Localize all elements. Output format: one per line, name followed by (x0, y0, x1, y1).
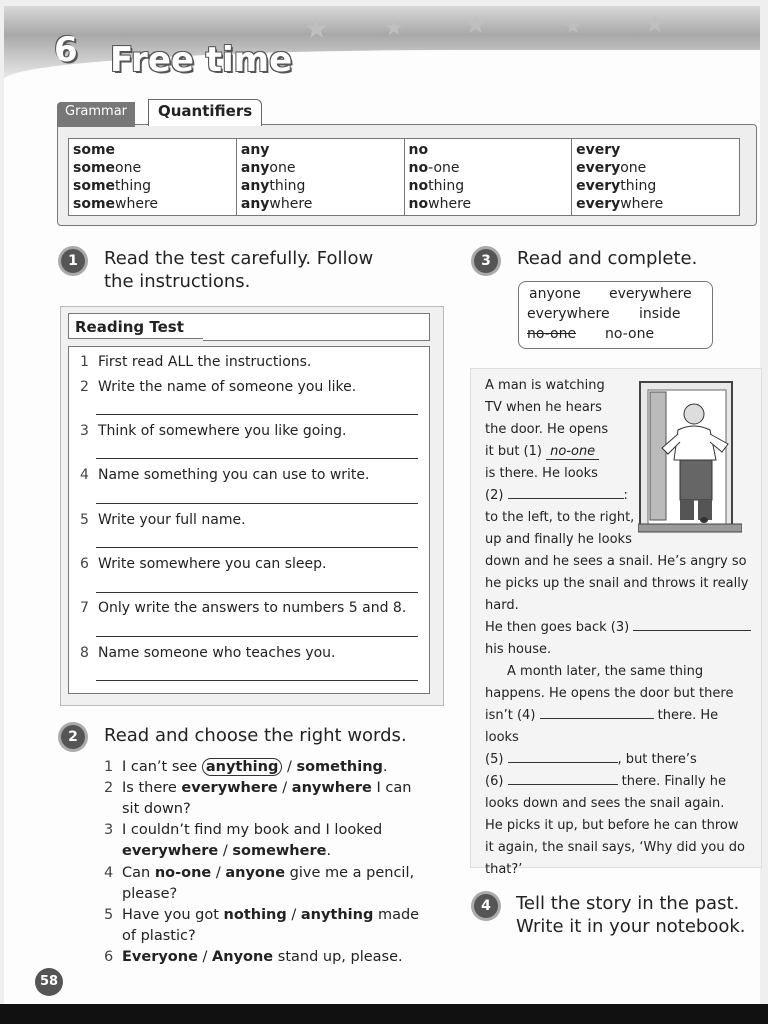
story-line: it but (1) (485, 444, 547, 459)
quantifier-stem: no (408, 160, 429, 176)
quantifier-column (236, 139, 404, 216)
choice-a[interactable]: everywhere (181, 780, 278, 796)
test-item (80, 354, 311, 370)
test-item (80, 600, 406, 616)
item-number: 1 (80, 354, 89, 370)
word-option: anyone (529, 286, 581, 302)
story-line: (5) (485, 752, 508, 767)
quantifier-stem: every (576, 142, 621, 158)
story-line: up and finally he looks (485, 532, 632, 547)
quantifier-stem: any (240, 178, 270, 194)
choice-item (104, 778, 424, 822)
story-line: : (623, 488, 628, 503)
item-text: Only write the answers to numbers 5 and 8. (98, 600, 407, 616)
quantifier-stem: no (408, 196, 429, 212)
item-number: 3 (80, 423, 89, 439)
answer-line[interactable] (96, 680, 418, 681)
quantifier-suffix: one (620, 160, 647, 176)
quantifier-stem: every (576, 178, 621, 194)
story-line: the door. He opens (485, 422, 609, 437)
answer-6-blank[interactable] (508, 772, 618, 785)
quantifier-suffix: where (428, 196, 472, 212)
choice-separator: / (218, 843, 233, 859)
quantifier-stem: some (73, 196, 116, 212)
item-text: Is there (122, 780, 182, 796)
item-number: 4 (80, 467, 89, 483)
story-line: his house. (485, 642, 552, 657)
story-line: happens. He opens the door but there (485, 686, 734, 701)
item-number: 7 (80, 600, 89, 616)
answer-2-blank[interactable] (508, 486, 624, 499)
word-box (518, 281, 713, 349)
answer-1-handwritten: no-one (546, 444, 599, 460)
quantifier-suffix: where (620, 196, 664, 212)
story-line: to the left, to the right, (485, 510, 635, 525)
item-number: 4 (104, 865, 114, 881)
quantifier-suffix: thing (269, 178, 306, 194)
choice-separator: / (211, 865, 226, 881)
exercise-1-instruction: Read the test carefully. Follow the instructions. (104, 248, 374, 292)
choice-b[interactable]: anywhere (291, 780, 372, 796)
answer-line[interactable] (96, 592, 418, 593)
item-text: Have you got (122, 907, 224, 923)
item-text: Name someone who teaches you. (98, 645, 336, 661)
answer-line[interactable] (96, 458, 418, 459)
item-number: 5 (104, 907, 114, 923)
exercise-2-badge: 2 (61, 725, 85, 749)
quantifier-stem: some (73, 142, 116, 158)
choice-a[interactable]: anything (202, 758, 283, 776)
story-line: looks down and sees the snail again. (485, 796, 725, 811)
story-line: he picks up the snail and throws it really (485, 576, 749, 591)
answer-3-blank[interactable] (633, 618, 751, 631)
grammar-tab: Grammar (57, 102, 135, 127)
choice-a[interactable]: no-one (154, 865, 212, 881)
test-item (80, 512, 246, 528)
story-line: down and he sees a snail. He’s angry so (485, 554, 747, 569)
quantifier-column (69, 139, 237, 216)
story-line: hard. (485, 598, 519, 613)
page-number: 58 (35, 968, 63, 996)
quantifier-stem: every (576, 196, 621, 212)
item-text: First read ALL the instructions. (98, 354, 312, 370)
star-icon: ★ (384, 16, 404, 41)
test-item (80, 645, 336, 661)
star-icon: ★ (464, 10, 488, 40)
item-text: I couldn’t find my book and I looked (122, 822, 383, 838)
quantifier-suffix: thing (115, 178, 152, 194)
item-text: made of plastic? (122, 907, 420, 944)
quantifier-stem: any (240, 160, 270, 176)
item-text: Can (122, 865, 155, 881)
answer-4-blank[interactable] (540, 706, 654, 719)
quantifier-stem: some (73, 178, 116, 194)
item-number: 2 (104, 780, 114, 796)
story-text-lower (485, 551, 755, 881)
word-option: inside (639, 306, 681, 322)
quantifier-suffix: where (269, 196, 313, 212)
answer-line[interactable] (96, 414, 418, 415)
quantifier-column (404, 139, 572, 216)
choice-separator: / (286, 907, 301, 923)
quantifier-suffix: one (269, 160, 296, 176)
choice-b[interactable]: anything (300, 907, 374, 923)
choice-a[interactable]: nothing (223, 907, 287, 923)
item-text: Write your full name. (98, 512, 246, 528)
item-number: 6 (104, 949, 114, 965)
exercise-1-badge: 1 (61, 249, 85, 273)
quantifier-suffix: where (115, 196, 159, 212)
word-option: everywhere (527, 306, 610, 322)
item-text: . (382, 759, 388, 775)
story-text (485, 375, 635, 551)
story-line: there. Finally he (617, 774, 726, 789)
item-text: I can’t see (122, 759, 202, 775)
choice-b[interactable]: somewhere (232, 843, 327, 859)
story-line: A man is watching (485, 378, 605, 393)
choice-item (104, 820, 424, 864)
quantifier-stem: no (408, 178, 429, 194)
item-number: 6 (80, 556, 89, 572)
word-option-used: no-one (527, 326, 577, 342)
man-at-door-illustration (638, 378, 742, 538)
choice-item (104, 905, 424, 949)
quantifier-stem: any (240, 196, 270, 212)
item-text: Name something you can use to write. (98, 467, 370, 483)
test-item (80, 467, 369, 483)
word-option: no-one (605, 326, 655, 342)
item-text: Write somewhere you can sleep. (98, 556, 327, 572)
item-number: 2 (80, 379, 89, 395)
quantifier-suffix: thing (620, 178, 657, 194)
quantifier-stem: any (240, 142, 270, 158)
exercise-3-badge: 3 (474, 249, 498, 273)
choice-item (104, 947, 434, 969)
unit-number: 6 (54, 30, 78, 70)
quantifier-stem: no (408, 142, 429, 158)
item-text: stand up, please. (273, 949, 403, 965)
quantifier-column (572, 139, 740, 216)
story-line: it again, the snail says, ‘Why did you do (485, 840, 745, 855)
choice-b[interactable]: Anyone (212, 949, 274, 965)
quantifiers-table (68, 138, 740, 216)
quantifier-suffix: -one (428, 160, 460, 176)
word-option: everywhere (609, 286, 692, 302)
choice-separator: / (282, 759, 297, 775)
story-line: is there. He looks (485, 466, 598, 481)
instruction-line: Tell the story in the past. (516, 893, 740, 914)
answer-5-blank[interactable] (508, 750, 618, 763)
story-line: (6) (485, 774, 508, 789)
test-item (80, 423, 346, 439)
exercise-4-instruction (516, 892, 746, 938)
item-number: 5 (80, 512, 89, 528)
item-number: 3 (104, 822, 114, 838)
choice-item (104, 863, 424, 907)
item-text: give me a pencil, please? (122, 865, 415, 902)
quantifier-suffix: one (115, 160, 142, 176)
story-line: that?’ (485, 862, 523, 877)
choice-b[interactable]: anyone (225, 865, 286, 881)
grammar-topic: Quantifiers (148, 99, 262, 126)
item-text: I can sit down? (122, 780, 412, 817)
story-line: isn’t (4) (485, 708, 540, 723)
exercise-4-badge: 4 (474, 894, 498, 918)
quantifier-stem: some (73, 160, 116, 176)
choice-a[interactable]: Everyone (122, 949, 198, 965)
exercise-3-instruction: Read and complete. (517, 248, 698, 269)
quantifier-stem: every (576, 160, 621, 176)
item-text: Think of somewhere you like going. (98, 423, 347, 439)
choice-separator: / (197, 949, 213, 965)
story-line: A month later, the same thing (507, 664, 704, 679)
story-line: He picks it up, but before he can throw (485, 818, 739, 833)
story-line: there. He looks (485, 708, 719, 745)
instruction-line: Write it in your notebook. (516, 916, 746, 937)
choice-separator: / (277, 780, 292, 796)
unit-title: Free time (110, 40, 293, 80)
story-line: He then goes back (3) (485, 620, 634, 635)
answer-line[interactable] (96, 636, 418, 637)
scan-edge (0, 1004, 768, 1024)
choice-a[interactable]: everywhere (122, 843, 219, 859)
choice-b[interactable]: something (296, 759, 383, 775)
answer-line[interactable] (96, 547, 418, 548)
test-item (80, 379, 356, 395)
quantifier-suffix: thing (428, 178, 465, 194)
story-line: TV when he hears (485, 400, 602, 415)
answer-line[interactable] (96, 503, 418, 504)
star-icon: ★ (564, 14, 582, 38)
story-line: , but there’s (617, 752, 697, 767)
item-text: . (326, 843, 332, 859)
exercise-2-instruction: Read and choose the right words. (104, 725, 407, 746)
test-item (80, 556, 327, 572)
choice-item (104, 757, 424, 779)
reading-test-name-field[interactable] (203, 313, 430, 341)
star-icon: ★ (644, 10, 666, 38)
item-text: Write the name of someone you like. (98, 379, 357, 395)
star-icon: ★ (304, 12, 330, 45)
item-number: 8 (80, 645, 89, 661)
reading-test-title: Reading Test (68, 313, 204, 339)
item-number: 1 (104, 759, 114, 775)
story-line: (2) (485, 488, 508, 503)
